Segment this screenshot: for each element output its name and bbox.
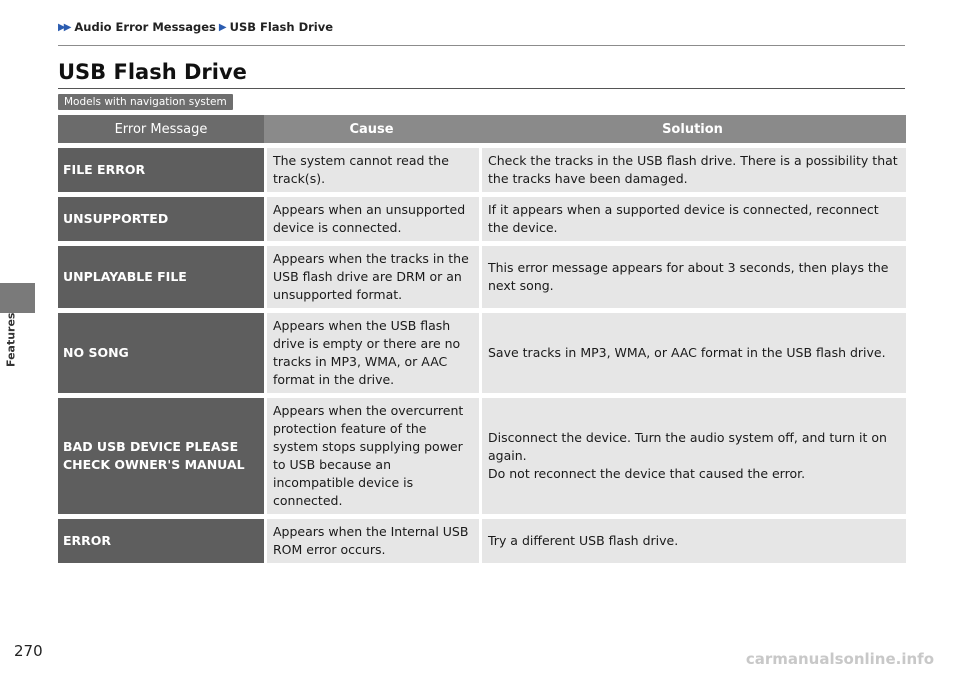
page-title: USB Flash Drive [58, 60, 247, 84]
watermark: carmanualsonline.info [745, 650, 934, 668]
table-row [58, 398, 906, 514]
cause-cell: Appears when the overcurrent protection feature of the system stops supplying power to USB because an incompatible device is connected. [264, 398, 479, 514]
error-message-cell: BAD USB DEVICE PLEASE CHECK OWNER'S MANUAL [58, 398, 264, 514]
title-divider [58, 88, 905, 89]
cause-cell: Appears when the USB flash drive is empty or there are no tracks in MP3, WMA, or AAC format in the drive. [264, 313, 479, 393]
error-message-table [58, 110, 906, 568]
solution-line: Disconnect the device. Turn the audio system off, and turn it on again. [488, 430, 887, 463]
solution-cell: If it appears when a supported device is connected, reconnect the device. [479, 197, 906, 241]
column-header-error-message: Error Message [58, 115, 264, 143]
table-row [58, 313, 906, 393]
column-header-solution: Solution [479, 115, 906, 143]
cause-cell: Appears when the Internal USB ROM error occurs. [264, 519, 479, 563]
cause-cell: Appears when the tracks in the USB flash drive are DRM or an unsupported format. [264, 246, 479, 308]
error-message-cell: ERROR [58, 519, 264, 563]
breadcrumb-arrow-icon: ▶▶ [58, 21, 70, 33]
models-badge: Models with navigation system [58, 94, 233, 110]
cause-cell: Appears when an unsupported device is connected. [264, 197, 479, 241]
breadcrumb [58, 20, 333, 34]
breadcrumb-section-link[interactable]: Audio Error Messages [74, 20, 216, 34]
section-side-label: Features [4, 312, 18, 368]
error-message-cell: FILE ERROR [58, 148, 264, 192]
breadcrumb-current-page: USB Flash Drive [229, 20, 334, 34]
table-row [58, 519, 906, 563]
solution-cell: Check the tracks in the USB flash drive. There is a possibility that the tracks have been damaged. [479, 148, 906, 192]
solution-line: Do not reconnect the device that caused the error. [488, 466, 806, 481]
solution-cell [479, 398, 906, 514]
solution-cell: This error message appears for about 3 seconds, then plays the next song. [479, 246, 906, 308]
header-divider [58, 45, 905, 46]
table-header-row [58, 115, 906, 143]
error-message-cell: UNSUPPORTED [58, 197, 264, 241]
table-row [58, 148, 906, 192]
column-header-cause: Cause [264, 115, 479, 143]
error-message-cell: NO SONG [58, 313, 264, 393]
error-message-cell: UNPLAYABLE FILE [58, 246, 264, 308]
solution-cell: Save tracks in MP3, WMA, or AAC format in the USB flash drive. [479, 313, 906, 393]
breadcrumb-separator-icon: ▶ [218, 21, 227, 33]
table-row [58, 197, 906, 241]
page-number: 270 [14, 642, 43, 660]
cause-cell: The system cannot read the track(s). [264, 148, 479, 192]
table-row [58, 246, 906, 308]
solution-cell: Try a different USB flash drive. [479, 519, 906, 563]
